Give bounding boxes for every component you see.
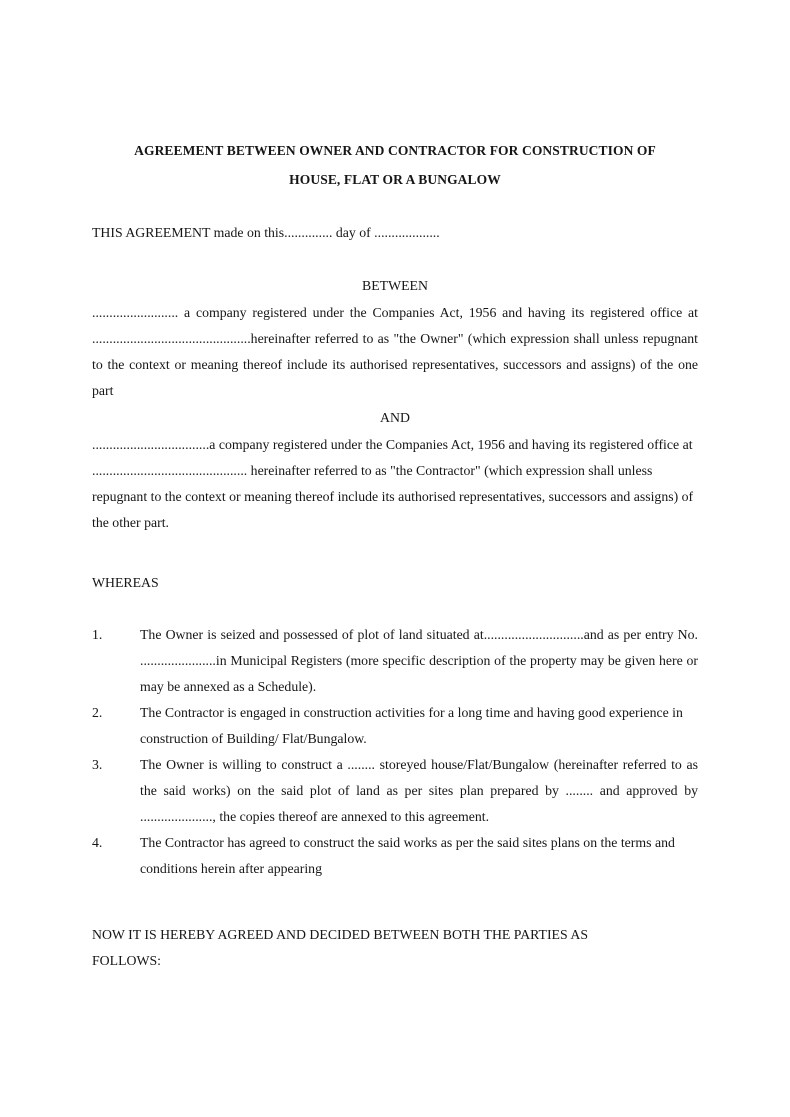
list-item bbox=[92, 700, 698, 752]
document-title-line-1: AGREEMENT BETWEEN OWNER AND CONTRACTOR FOR CONSTRUCTION OF bbox=[134, 143, 656, 158]
clause-text: The Owner is willing to construct a ........ storeyed house/Flat/Bungalow (hereinafter referred to as the said works) on the said plot of land as per sites plan prepared by ........ and approved by ....................., the copies thereof are annexed to this agreement. bbox=[140, 757, 698, 824]
list-item bbox=[92, 830, 698, 882]
closing-line-1: NOW IT IS HEREBY AGREED AND DECIDED BETWEEN BOTH THE PARTIES AS bbox=[92, 927, 588, 942]
recitals-list bbox=[92, 622, 698, 882]
list-item bbox=[92, 622, 698, 700]
document-content bbox=[92, 0, 698, 974]
clause-text: The Contractor has agreed to construct the said works as per the said sites plans on the terms and conditions herein after appearing bbox=[140, 835, 675, 876]
clause-number: 2. bbox=[92, 705, 103, 720]
between-heading: BETWEEN bbox=[362, 278, 428, 293]
agreement-date-line: THIS AGREEMENT made on this.............. day of ................... bbox=[92, 225, 440, 240]
clause-text: The Owner is seized and possessed of plot of land situated at.............................and as per entry No. ......................in Municipal Registers (more specific description of the property may be given here or may be annexed as a Schedule). bbox=[140, 627, 698, 694]
clause-text: The Contractor is engaged in construction activities for a long time and having good experience in construction of Building/ Flat/Bungalow. bbox=[140, 705, 683, 746]
list-item bbox=[92, 752, 698, 830]
closing-line-2: FOLLOWS: bbox=[92, 953, 161, 968]
and-heading: AND bbox=[380, 410, 410, 425]
document-title-line-2: HOUSE, FLAT OR A BUNGALOW bbox=[289, 172, 501, 187]
clause-number: 3. bbox=[92, 757, 103, 772]
contractor-party-paragraph: ..................................a company registered under the Companies Act, 1956 and having its registered office at ............................................. hereinafter referred to as "the Contractor" (which expression shall unless repugnant to the context or meaning thereof include its authorised representatives, successors and assigns) of the other part. bbox=[92, 437, 694, 530]
clause-number: 4. bbox=[92, 835, 103, 850]
closing-statement bbox=[92, 922, 698, 974]
clause-number: 1. bbox=[92, 627, 103, 642]
whereas-heading: WHEREAS bbox=[92, 575, 159, 590]
owner-party-paragraph: ......................... a company registered under the Companies Act, 1956 and having its registered office at ..............................................hereinafter referred to as "the Owner" (which expression shall unless repugnant to the context or meaning thereof include its authorised representatives, successors and assigns) of the one part bbox=[92, 305, 698, 398]
document-title bbox=[92, 136, 698, 194]
